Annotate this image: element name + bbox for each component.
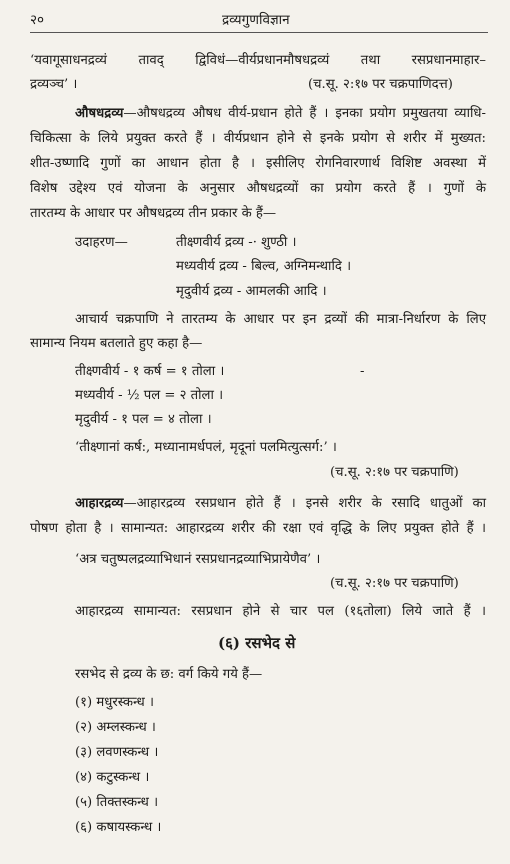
chakrapani-line1: आचार्य चक्रपाणि ने तारतम्य के आधार पर इन द्रव्यों की मात्रा-निर्धारण के लिए xyxy=(75,312,486,327)
quote3-text: ‘अत्र चतुष्पलद्रव्याभिधानं रसप्रधानद्रव्याभिप्रायेणैव’ । xyxy=(75,552,321,567)
header-divider xyxy=(30,32,488,33)
running-title: द्रव्यगुणविज्ञान xyxy=(222,12,290,28)
rasa-item-4: (४) कटुस्कन्ध । xyxy=(75,770,150,785)
dose-item-1: तीक्ष्णवीर्य - १ कर्ष = १ तोला । xyxy=(75,364,225,379)
quote2-text: ‘तीक्ष्णानां कर्ष:, मध्यानामर्धपलं, मृदूनां पलमित्युत्सर्ग:’ । xyxy=(75,440,337,455)
quote2-citation: (च.सू. २:१७ पर चक्रपाणि) xyxy=(330,465,459,480)
examples-label: उदाहरण— xyxy=(75,235,128,250)
rasa-item-5: (५) तिक्तस्कन्ध । xyxy=(75,795,159,810)
rasa-item-3: (३) लवणस्कन्ध । xyxy=(75,745,159,760)
rasa-item-1: (१) मधुरस्कन्ध । xyxy=(75,695,154,710)
aushadh-line4: विशेष उद्देश्य एवं योजना के अनुसार औषधद्रव्यों का प्रयोग करते हैं । गुणों के xyxy=(30,181,486,196)
rasa-item-2: (२) अम्लस्कन्ध । xyxy=(75,720,156,735)
quote1-citation: (च.सू. २:१७ पर चक्रपाणिदत्त) xyxy=(308,77,453,92)
rasa-item-6: (६) कषायस्कन्ध । xyxy=(75,820,162,835)
section-intro: रसभेद से द्रव्य के छ: वर्ग किये गये हैं— xyxy=(75,667,263,682)
aushadh-line1-rest: —औषधद्रव्य औषध वीर्य-प्रधान होते हैं । इनका प्रयोग प्रमुखतया व्याधि- xyxy=(123,106,486,121)
ahar-dose: आहारद्रव्य सामान्यत: रसप्रधान होने से चार पल (१६तोला) लिये जाते हैं । xyxy=(75,604,486,619)
quote1-line1: ‘यवागूसाधनद्रव्यं तावद् द्विविधं—वीर्यप्रधानमौषधद्रव्यं तथा रसप्रधानमाहार– xyxy=(30,53,486,68)
aushadh-line3: शीत-उष्णादि गुणों का आधान होता है । इसीलिए रोगनिवारणार्थ विशिष्ट अवस्था में xyxy=(30,156,486,171)
aushadh-line1 xyxy=(75,107,486,120)
chakrapani-line2: सामान्य नियम बतलाते हुए कहा है— xyxy=(30,336,203,351)
page-number: २० xyxy=(30,12,45,28)
aushadh-term: औषधद्रव्य xyxy=(75,106,124,121)
aushadh-line2: चिकित्सा के लिये प्रयुक्त करते हैं । वीर्यप्रधान होने से इनके प्रयोग से शरीर में मुख्यत: xyxy=(30,131,486,146)
quote3-citation: (च.सू. २:१७ पर चक्रपाणि) xyxy=(330,576,459,591)
example-item-3: मृदुवीर्य द्रव्य - आमलकी आदि । xyxy=(176,284,327,299)
ahar-term: आहारद्रव्य xyxy=(75,496,124,511)
ahar-line1 xyxy=(75,497,486,510)
example-item-2: मध्यवीर्य द्रव्य - बिल्व, अग्निमन्थादि । xyxy=(176,259,352,274)
example-item-1: तीक्ष्णवीर्य द्रव्य -· शुण्ठी । xyxy=(176,235,297,250)
dose-item-3: मृदुवीर्य - १ पल = ४ तोला । xyxy=(75,412,212,427)
ahar-line1-rest: —आहारद्रव्य रसप्रधान होते हैं । इनसे शरीर के रसादि धातुओं का xyxy=(123,496,486,511)
stray-mark: - xyxy=(360,364,365,379)
quote1-line2: द्रव्यञ्च’ । xyxy=(30,77,78,92)
section-heading: (६) रसभेद से xyxy=(218,634,296,652)
aushadh-line5: तारतम्य के आधार पर औषधद्रव्य तीन प्रकार के हैं— xyxy=(30,206,277,221)
ahar-line2: पोषण होता है । सामान्यत: आहारद्रव्य शरीर की रक्षा एवं वृद्धि के लिए प्रयुक्त होते हैं । xyxy=(30,521,486,536)
dose-item-2: मध्यवीर्य - ½ पल = २ तोला । xyxy=(75,388,224,403)
